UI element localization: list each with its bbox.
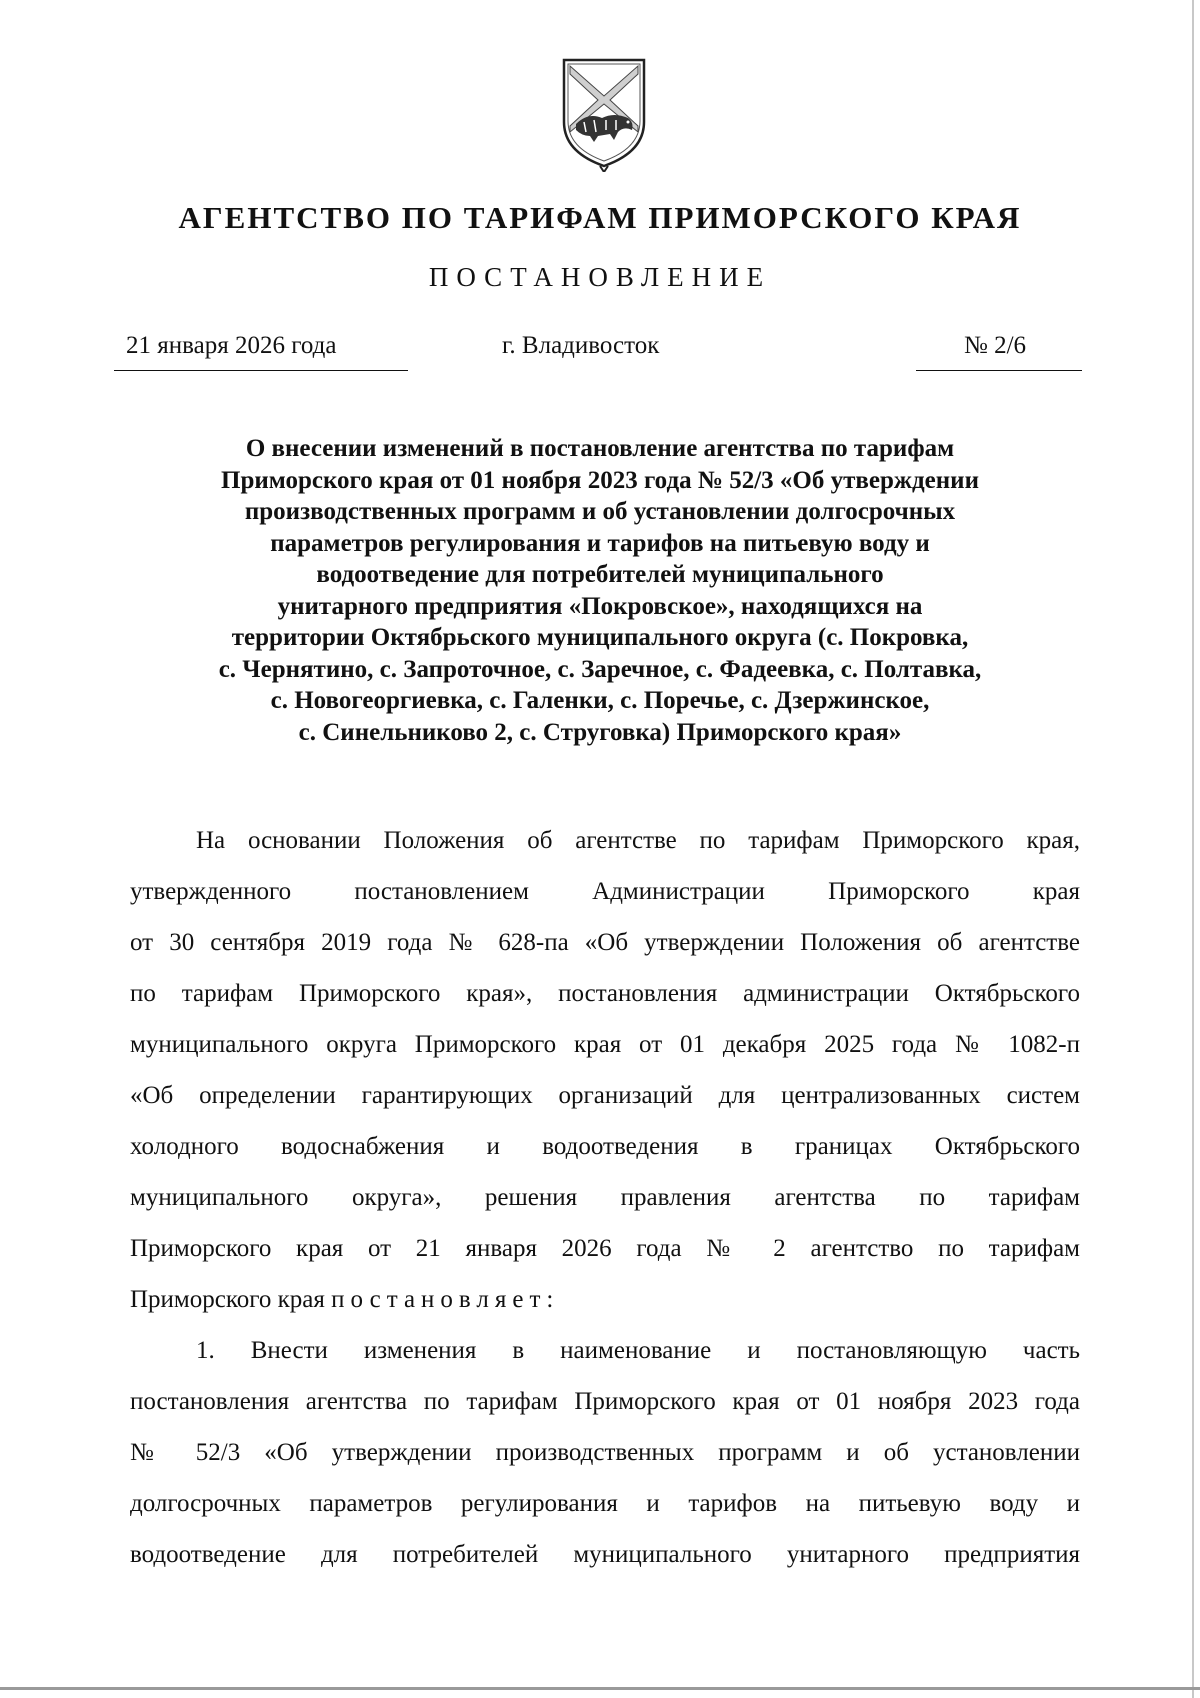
- resolve-word: постановляет:: [331, 1286, 560, 1313]
- body-line: «Об определении гарантирующих организаций для централизованных систем: [130, 1082, 1080, 1109]
- coat-of-arms-emblem: [554, 52, 654, 172]
- document-type: ПОСТАНОВЛЕНИЕ: [428, 262, 772, 292]
- organization-title: АГЕНТСТВО ПО ТАРИФАМ ПРИМОРСКОГО КРАЯ: [178, 200, 1022, 235]
- heading-line: производственных программ и об установлении долгосрочных: [244, 498, 956, 525]
- scan-edge-bottom: [0, 1687, 1200, 1690]
- body-line: холодного водоснабжения и водоотведения в границах Октябрьского: [130, 1133, 1080, 1160]
- scan-edge-right: [1192, 0, 1194, 1698]
- body-line: Приморского края от 21 января 2026 года № 2 агентство по тарифам: [130, 1235, 1080, 1262]
- body-line: по тарифам Приморского края», постановления администрации Октябрьского: [130, 980, 1080, 1007]
- body-line: муниципального округа Приморского края от 01 декабря 2025 года № 1082-п: [130, 1031, 1080, 1058]
- heading-line: территории Октябрьского муниципального округа (с. Покровка,: [231, 624, 969, 651]
- heading-line: водоотведение для потребителей муниципального: [316, 561, 884, 588]
- heading-line: с. Синельниково 2, с. Струговка) Приморского края»: [298, 718, 902, 746]
- heading-line: с. Чернятино, с. Запроточное, с. Заречное, с. Фадеевка, с. Полтавка,: [218, 655, 982, 683]
- body-line: муниципального округа», решения правления агентства по тарифам: [130, 1184, 1080, 1211]
- document-body: [130, 815, 1080, 1580]
- heading-line: параметров регулирования и тарифов на питьевую воду и: [270, 529, 930, 557]
- body-line: 1. Внести изменения в наименование и постановляющую часть: [196, 1337, 1080, 1364]
- document-number: № 2/6: [964, 332, 1027, 359]
- body-line: постановления агентства по тарифам Приморского края от 01 ноября 2023 года: [130, 1388, 1080, 1415]
- number-underline: [916, 370, 1082, 371]
- body-line: от 30 сентября 2019 года № 628-па «Об утверждении Положения об агентстве: [130, 929, 1080, 956]
- body-line: № 52/3 «Об утверждении производственных программ и об установлении: [130, 1439, 1080, 1466]
- heading-line: с. Новогеоргиевка, с. Галенки, с. Поречье, с. Дзержинское,: [270, 687, 930, 714]
- document-city: г. Владивосток: [502, 332, 660, 359]
- document-heading: [140, 433, 1060, 748]
- heading-line: О внесении изменений в постановление агентства по тарифам: [245, 435, 955, 462]
- body-line-text: Приморского края: [130, 1286, 325, 1313]
- heading-line: Приморского края от 01 ноября 2023 года № 52/3 «Об утверждении: [221, 466, 979, 494]
- body-line: утвержденного постановлением Администрации Приморского края: [130, 878, 1080, 905]
- body-line: долгосрочных параметров регулирования и тарифов на питьевую воду и: [130, 1490, 1080, 1517]
- document-date: 21 января 2026 года: [126, 332, 337, 359]
- body-line: На основании Положения об агентстве по тарифам Приморского края,: [196, 827, 1080, 854]
- body-line-resolution: [130, 1274, 1080, 1325]
- heading-line: унитарного предприятия «Покровское», находящихся на: [277, 592, 923, 620]
- date-underline: [114, 370, 408, 371]
- body-line: водоотведение для потребителей муниципального унитарного предприятия: [130, 1541, 1080, 1568]
